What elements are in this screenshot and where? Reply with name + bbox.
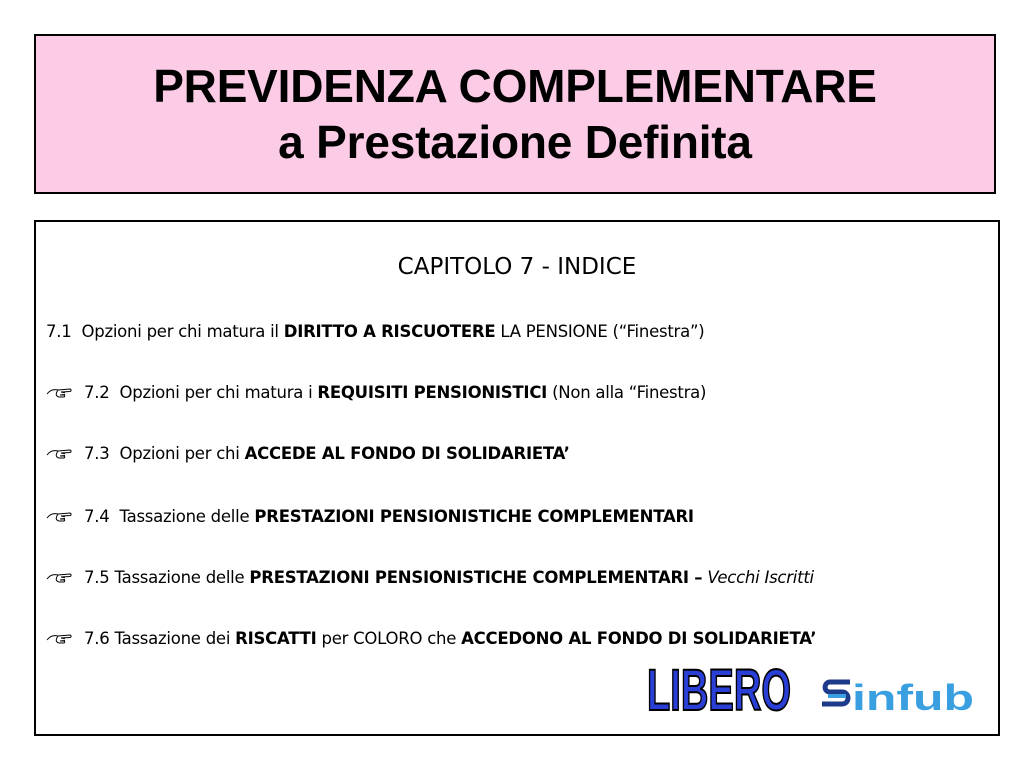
index-item-7-2 [46, 379, 706, 405]
sinfub-logo [820, 676, 980, 724]
pointing-hand-icon [46, 509, 72, 523]
svg-text:infub: infub [852, 677, 974, 718]
pointing-hand-icon [46, 385, 72, 399]
index-item-7-1 [46, 318, 704, 344]
item-bold: PRESTAZIONI PENSIONISTICHE COMPLEMENTARI [254, 506, 694, 526]
index-item-7-3 [46, 440, 570, 466]
svg-text:LIBERO: LIBERO [647, 658, 791, 723]
item-text: 7.1 Opzioni per chi matura il [46, 321, 284, 341]
item-bold: REQUISITI PENSIONISTICI [317, 382, 548, 402]
item-text: 7.4 Tassazione delle [84, 506, 255, 526]
item-text: 7.3 Opzioni per chi [84, 443, 245, 463]
pointing-hand-icon [46, 570, 72, 584]
index-item-7-4 [46, 503, 694, 529]
item-rest: per COLORO che [316, 628, 462, 648]
chapter-title: CAPITOLO 7 - INDICE [397, 254, 637, 280]
item-italic: Vecchi Iscritti [707, 567, 814, 587]
title-line-1: PREVIDENZA COMPLEMENTARE [153, 60, 877, 112]
pointing-hand-icon [46, 446, 72, 460]
title-line-2: a Prestazione Definita [278, 116, 752, 168]
index-item-7-6 [46, 625, 816, 651]
item-text: 7.2 Opzioni per chi matura i [84, 382, 318, 402]
pointing-hand-icon [46, 631, 72, 645]
item-text: 7.6 Tassazione dei [84, 628, 236, 648]
index-box [34, 220, 1000, 736]
item-bold: RISCATTI [235, 628, 317, 648]
item-bold: PRESTAZIONI PENSIONISTICHE COMPLEMENTARI – [249, 567, 703, 587]
item-bold-2: ACCEDONO AL FONDO DI SOLIDARIETA’ [461, 628, 817, 648]
title-box [34, 34, 996, 194]
item-rest: LA PENSIONE (“Finestra”) [495, 321, 705, 341]
libero-logo [645, 658, 795, 723]
item-bold: ACCEDE AL FONDO DI SOLIDARIETA’ [244, 443, 570, 463]
item-rest: (Non alla “Finestra) [547, 382, 707, 402]
item-bold: DIRITTO A RISCUOTERE [283, 321, 496, 341]
item-text: 7.5 Tassazione delle [84, 567, 250, 587]
index-item-7-5 [46, 564, 814, 590]
